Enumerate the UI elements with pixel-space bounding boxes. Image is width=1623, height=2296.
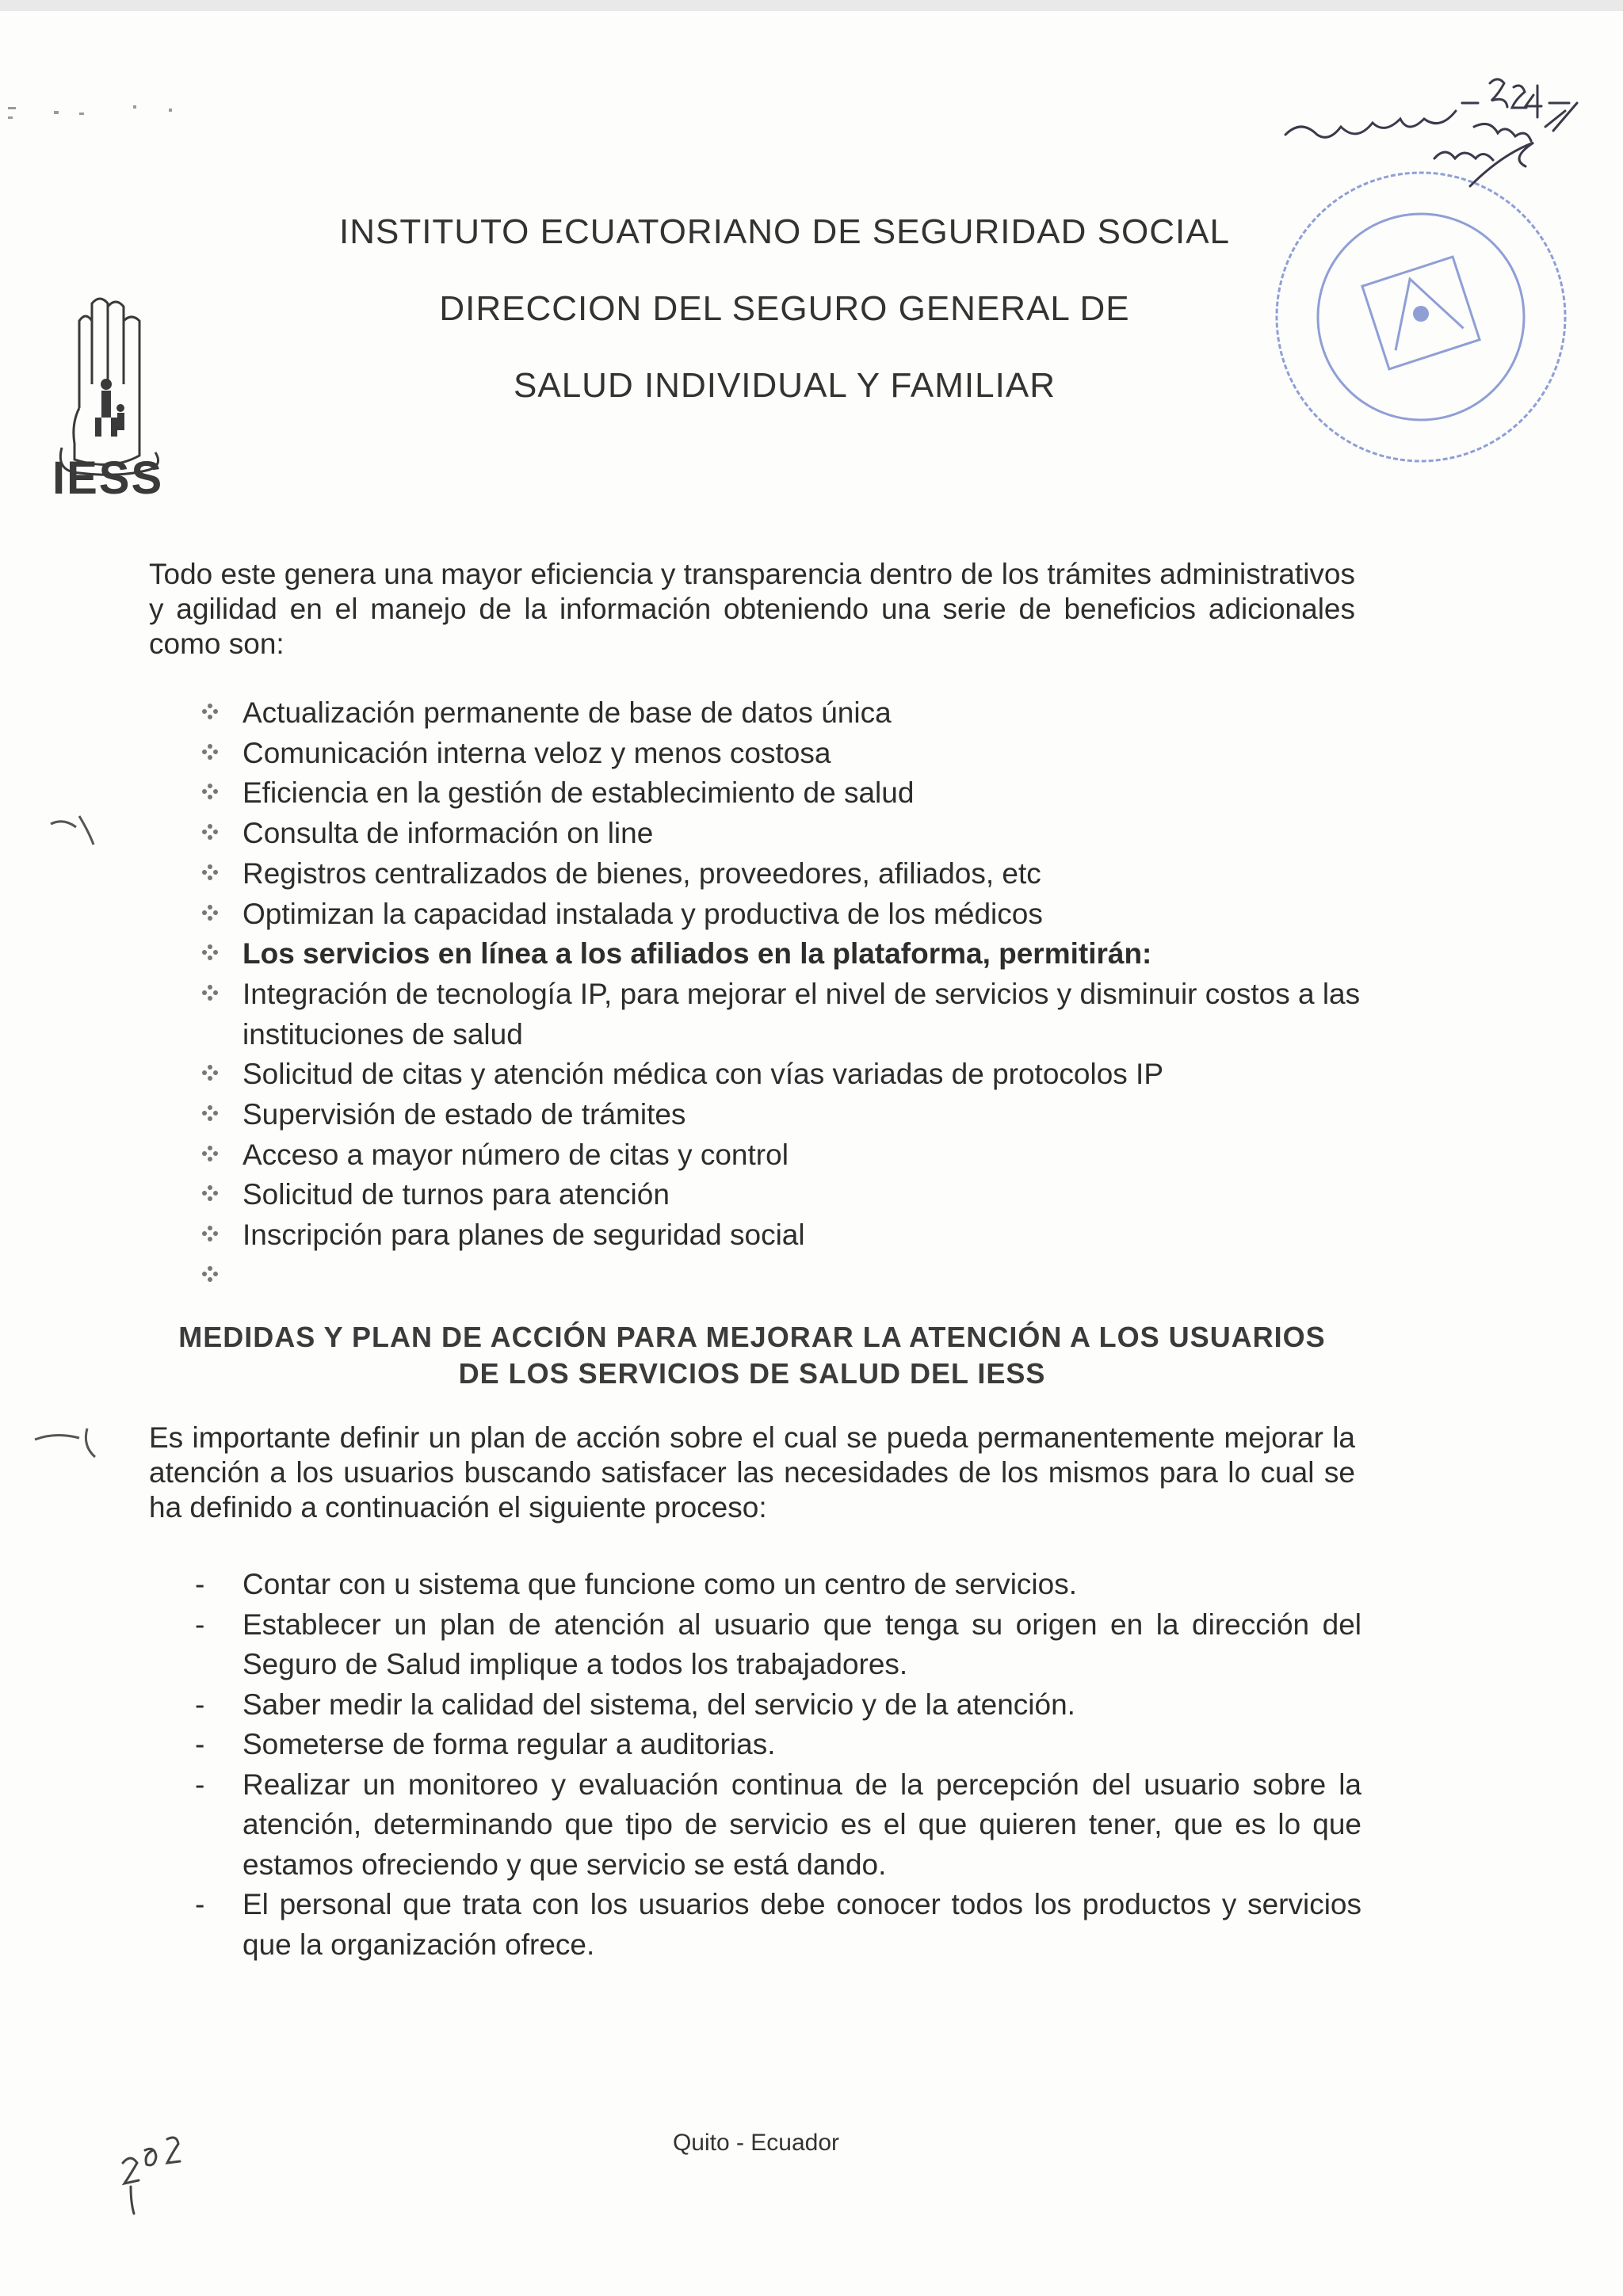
benefit-item	[149, 734, 1361, 774]
process-text: Contar con u sistema que funcione como un centro de servicios.	[242, 1568, 1078, 1600]
diamond-bullet-icon	[198, 814, 222, 853]
benefit-item	[149, 693, 1361, 734]
benefits-list	[149, 693, 1361, 1295]
diamond-bullet-icon	[198, 1175, 222, 1215]
benefit-item	[149, 1256, 1361, 1295]
intro-paragraph: Todo este genera una mayor eficiencia y transparencia dentro de los trámites administrativos y agilidad en el manejo de la información obteniendo una serie de beneficios adicionales como son:	[149, 558, 1355, 660]
benefit-text: Inscripción para planes de seguridad social	[242, 1219, 805, 1252]
footer-text: Quito - Ecuador	[672, 2130, 840, 2156]
logo-wordmark: IESS	[52, 452, 164, 504]
directorate-subtitle: SALUD INDIVIDUAL Y FAMILIAR	[514, 366, 1056, 405]
benefit-text: Optimizan la capacidad instalada y productiva de los médicos	[242, 897, 1043, 930]
section-heading-line2: DE LOS SERVICIOS DE SALUD DEL IESS	[458, 1357, 1046, 1390]
footer-location	[0, 2130, 1623, 2157]
handwritten-page-number-note	[1276, 71, 1609, 206]
dash-bullet-icon: -	[195, 1568, 205, 1600]
benefit-text: Integración de tecnología IP, para mejorar el nivel de servicios y disminuir costos a las instituciones de salud	[242, 977, 1361, 1051]
benefit-text: Actualización permanente de base de datos única	[242, 696, 892, 729]
benefit-text: Registros centralizados de bienes, proveedores, afiliados, etc	[242, 856, 1041, 890]
process-text: Establecer un plan de atención al usuario que tenga su origen en la dirección del Seguro de Salud implique a todos los trabajadores.	[242, 1608, 1361, 1680]
benefit-text: Solicitud de citas y atención médica con vías variadas de protocolos IP	[242, 1058, 1164, 1091]
diamond-bullet-icon	[198, 1256, 222, 1295]
margin-check-mark-icon	[32, 1422, 111, 1462]
process-item	[149, 1765, 1361, 1886]
benefit-text: Los servicios en línea a los afiliados en la plataforma, permitirán:	[242, 937, 1152, 971]
diamond-bullet-icon	[198, 1215, 222, 1255]
benefit-text: Eficiencia en la gestión de establecimiento de salud	[242, 776, 915, 810]
process-text: Saber medir la calidad del sistema, del servicio y de la atención.	[242, 1688, 1075, 1721]
diamond-bullet-icon	[198, 1135, 222, 1175]
diamond-bullet-icon	[198, 773, 222, 813]
process-item	[149, 1725, 1361, 1765]
benefit-text: Comunicación interna veloz y menos costosa	[242, 736, 831, 769]
section-heading	[149, 1319, 1355, 1392]
benefit-text: Supervisión de estado de trámites	[242, 1098, 686, 1131]
institute-name: INSTITUTO ECUATORIANO DE SEGURIDAD SOCIAL	[338, 212, 1231, 251]
benefit-item	[149, 934, 1361, 974]
diamond-bullet-icon	[198, 934, 222, 974]
process-text: El personal que trata con los usuarios debe conocer todos los productos y servicios que la organización ofrece.	[242, 1888, 1361, 1961]
scan-marks-icon	[6, 99, 181, 131]
diamond-bullet-icon	[198, 734, 222, 773]
benefit-text: Consulta de información on line	[242, 817, 654, 850]
process-item	[149, 1685, 1361, 1726]
benefit-item	[149, 1215, 1361, 1256]
benefit-text: Solicitud de turnos para atención	[242, 1178, 670, 1211]
benefit-item	[149, 773, 1361, 814]
section-heading-line1: MEDIDAS Y PLAN DE ACCIÓN PARA MEJORAR LA ATENCIÓN A LOS USUARIOS	[178, 1321, 1326, 1353]
diamond-bullet-icon	[198, 1095, 222, 1135]
benefit-item	[149, 974, 1361, 1055]
diamond-bullet-icon	[198, 693, 222, 733]
dash-bullet-icon: -	[195, 1728, 205, 1760]
dash-bullet-icon: -	[195, 1888, 205, 1920]
dash-bullet-icon: -	[195, 1768, 205, 1801]
benefit-item	[149, 854, 1361, 894]
diamond-bullet-icon	[198, 1055, 222, 1094]
process-item	[149, 1605, 1361, 1685]
diamond-bullet-icon	[198, 894, 222, 934]
dash-bullet-icon: -	[195, 1608, 205, 1641]
benefit-text: Acceso a mayor número de citas y control	[242, 1138, 789, 1171]
diamond-bullet-icon	[198, 854, 222, 894]
process-item	[149, 1885, 1361, 1965]
process-text: Someterse de forma regular a auditorias.	[242, 1728, 776, 1760]
benefit-item	[149, 1095, 1361, 1135]
directorate-name: DIRECCION DEL SEGURO GENERAL DE	[439, 289, 1130, 328]
plan-intro-paragraph: Es importante definir un plan de acción sobre el cual se pueda permanentemente mejorar la atención a los usuarios buscando satisfacer las necesidades de los mismos para lo cual se ha definido a continuación el siguiente proceso:	[149, 1421, 1355, 1524]
process-item	[149, 1565, 1361, 1605]
benefit-item	[149, 1055, 1361, 1095]
scan-top-edge	[0, 0, 1623, 11]
process-text: Realizar un monitoreo y evaluación continua de la percepción del usuario sobre la atención, determinando que tipo de servicio es el que quieren tener, que es lo que estamos ofreciendo y que servicio se está dando.	[242, 1768, 1361, 1881]
benefit-item	[149, 1135, 1361, 1176]
process-list	[149, 1565, 1361, 1965]
benefit-item	[149, 894, 1361, 935]
diamond-bullet-icon	[198, 974, 222, 1014]
margin-check-mark-icon	[48, 808, 103, 848]
benefit-item	[149, 1175, 1361, 1215]
dash-bullet-icon: -	[195, 1688, 205, 1721]
benefit-item	[149, 814, 1361, 854]
